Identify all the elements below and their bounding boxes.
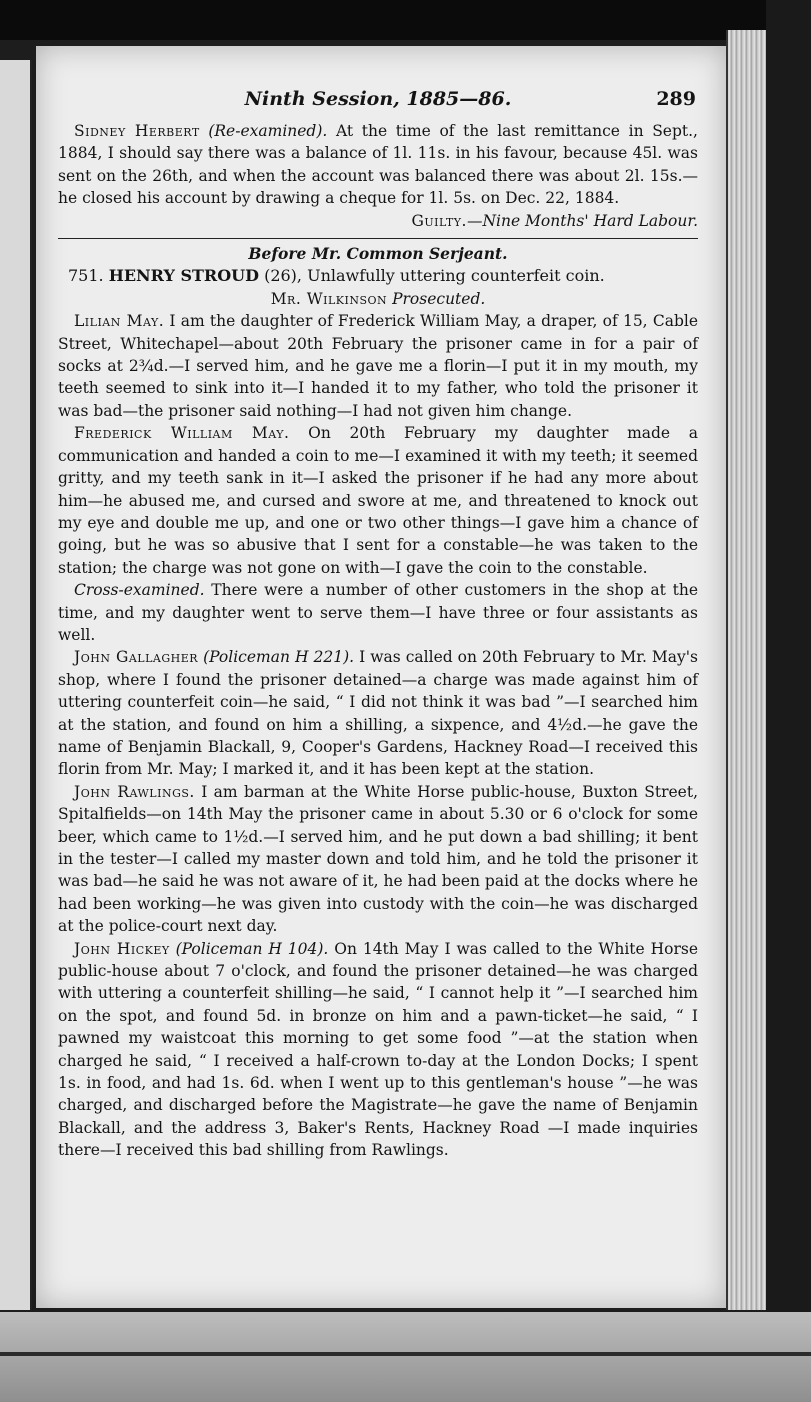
testimony-text: I was called on 20th February to Mr. May's shop, where I found the prisoner detained—a charge was made against him of uttering counterfeit coin—he said, “ I did not think it was bad ”—I searched him at the station, and found on him a shilling, a sixpence, and 4½d.—he gave the name of Benjamin Blackall, 9, Cooper's Gardens, Hackney Road—I received this florin from Mr. May; I marked it, and it has been kept at the station.: [58, 648, 698, 779]
speaker-note: (Policeman H 104).: [175, 939, 329, 958]
speaker-name: John Hickey: [74, 939, 170, 958]
testimony-text: At the time of the last remittance in Sept., 1884, I should say there was a balance of 1l. 11s. in his favour, because 45l. was sent on the 26th, and when the account was balanced there was about 2l. 15s.—he closed his account by drawing a cheque for 1l. 5s. on Dec. 22, 1884.: [58, 122, 698, 208]
section-divider: [58, 238, 698, 239]
prosecutor-line: [58, 288, 698, 310]
speaker-name: Sidney Herbert: [74, 122, 200, 140]
scan-dark-border: [0, 0, 811, 40]
paragraph-sidney-herbert: [58, 120, 698, 232]
testimony-text: On 20th February my daughter made a communication and handed a coin to me—I examined it with my teeth; it seemed gritty, and my teeth sank in it—I asked the prisoner if he had any more about him—he abused me, and cursed and swore at me, and threatened to knock out my eye and double me up, and one or two other things—I gave him a chance of going, but he was so abusive that I sent for a constable—he was taken to the station; the charge was not gone on with—I gave the coin to the constable.: [58, 424, 698, 577]
case-heading: [58, 265, 698, 287]
speaker-name: Frederick William May.: [74, 424, 290, 443]
page-content: [58, 86, 698, 1162]
testimony-text: There were a number of other customers in the shop at the time, and my daughter went to serve them—I have three or four assistants as well.: [58, 581, 698, 644]
paragraph-frederick-may: [58, 422, 698, 579]
paragraph-lilian-may: [58, 310, 698, 422]
court-heading: Before Mr. Common Serjeant.: [248, 244, 508, 264]
running-head: [58, 86, 698, 120]
speaker-name: John Gallagher: [74, 648, 199, 667]
testimony-text: On 14th May I was called to the White Horse public-house about 7 o'clock, and found the prisoner detained—he was charged with uttering a counterfeit shilling—he said, “ I cannot help it ”—I searched him on the spot, and found 5d. in bronze on him and a pawn-ticket—he said, “ I pawned my waistcoat this morning to get some food ”—at the station when charged he said, “ I received a half-crown to-day at the London Docks; I spent 1s. in food, and had 1s. 6d. when I went up to this gentleman's house ”—he was charged, and discharged before the Magistrate—he gave the name of Benjamin Blackall, and the address 3, Baker's Rents, Hackney Road —I made inquiries there—I received this bad shilling from Rawlings.: [58, 939, 698, 1160]
cross-examined-label: Cross-examined.: [74, 581, 205, 600]
scan-stripe: [0, 1352, 811, 1356]
defendant-age: (26),: [264, 266, 303, 286]
book-page: [36, 46, 726, 1308]
case-number: 751.: [68, 266, 104, 286]
facing-page-edge: [0, 60, 32, 1310]
paragraph-cross-examined: [58, 579, 698, 646]
testimony-text: I am barman at the White Horse public-house, Buxton Street, Spitalfields—on 14th May the prisoner came in about 5.30 or 6 o'clock for some beer, which came to 1½d.—I served him, and he put down a bad shilling; it bent in the tester—I called my master down and told him, and he told the prisoner it was bad—he said he was not aware of it, he had been paid at the docks where he had been working—he was given into custody with the coin—he was discharged at the police-court next day.: [58, 782, 698, 936]
speaker-note: (Re-examined).: [208, 122, 328, 140]
page-number: 289: [656, 88, 696, 110]
verdict: [58, 210, 698, 232]
testimony-text: I am the daughter of Frederick William May, a draper, of 15, Cable Street, Whitechapel—about 20th February the prisoner came in for a pair of socks at 2¾d.—I served him, and he gave me a florin—I put it in my mouth, my teeth seemed to sink into it—I handed it to my father, who told the prisoner it was bad—the prisoner said nothing—I had not given him change.: [58, 312, 698, 420]
paragraph-john-gallagher: [58, 646, 698, 780]
speaker-name: John Rawlings.: [74, 782, 195, 801]
prosecutor-name: Mr. Wilkinson: [270, 289, 388, 308]
verdict-label: Guilty.: [411, 211, 467, 230]
scan-bottom-band: [0, 1312, 811, 1402]
speaker-note: (Policeman H 221).: [203, 648, 355, 667]
defendant-name: HENRY STROUD: [108, 266, 259, 286]
verdict-sentence: —Nine Months' Hard Labour.: [466, 211, 698, 230]
running-title: Ninth Session, 1885—86.: [244, 88, 512, 110]
page-stack-edges: [726, 30, 768, 1310]
paragraph-john-hickey: [58, 938, 698, 1162]
scan-right-shadow: [766, 0, 811, 1402]
paragraph-john-rawlings: [58, 781, 698, 938]
speaker-name: Lilian May.: [74, 312, 165, 331]
case-charge: Unlawfully uttering counterfeit coin.: [307, 266, 605, 286]
prosecuted-label: Prosecuted.: [392, 289, 486, 308]
